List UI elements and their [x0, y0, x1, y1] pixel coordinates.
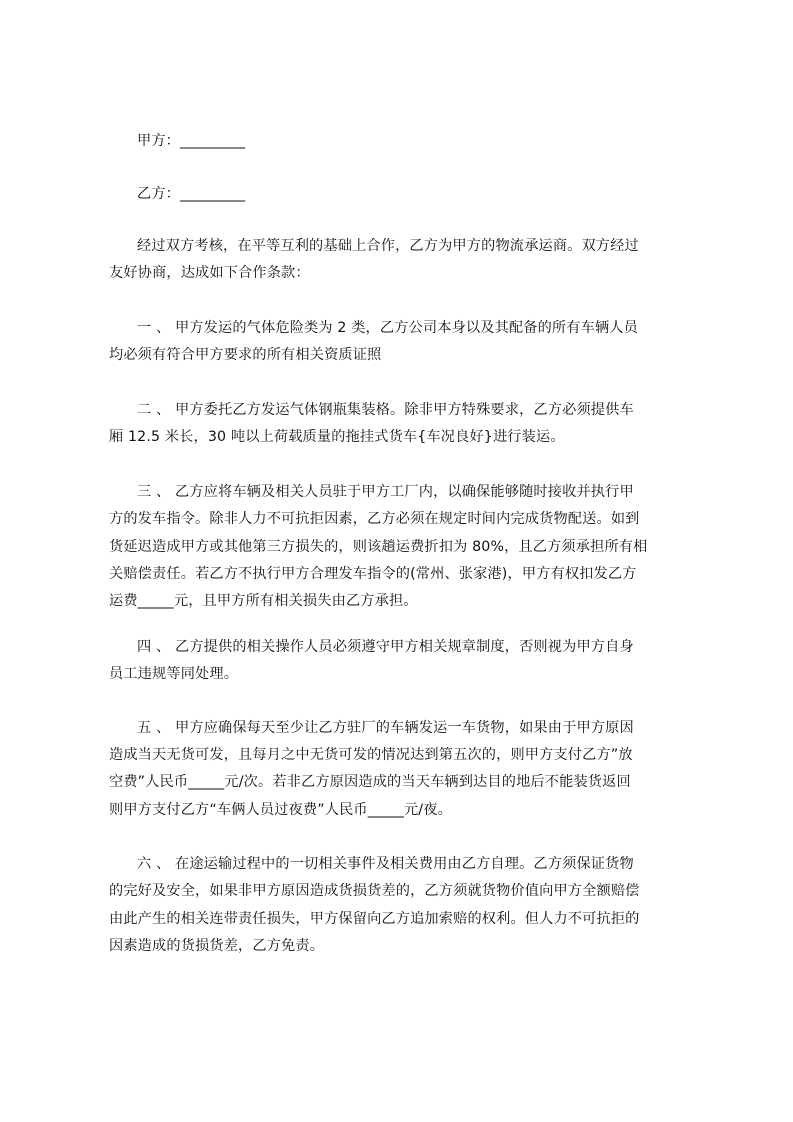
party-b-line: 乙方：_________: [137, 186, 246, 202]
clause-line: 则甲方支付乙方“车俩人员过夜费”人民币_____元/夜。: [109, 802, 452, 818]
clause-line: 二 、 甲方委托乙方发运气体钢瓶集装格。除非甲方特殊要求，乙方必须提供车: [137, 402, 634, 418]
clause-line: 员工违规等同处理。: [109, 666, 239, 682]
clause-line: 造成当天无货可发，且每月之中无货可发的情况达到第五次的，则甲方支付乙方”放: [109, 747, 633, 763]
clause-line: 一 、 甲方发运的气体危险类为 2 类，乙方公司本身以及其配备的所有车辆人员: [137, 320, 638, 336]
clause-line: 的完好及安全，如果非甲方原因造成货损货差的，乙方须就货物价值向甲方全额赔偿: [109, 883, 640, 899]
clause-line: 因素造成的货损货差，乙方免责。: [109, 938, 325, 954]
clause-line: 六 、 在途运输过程中的一切相关事件及相关费用由乙方自理。乙方须保证货物: [137, 856, 634, 872]
clause-line: 四 、 乙方提供的相关操作人员必须遵守甲方相关规章制度，否则视为甲方自身: [137, 639, 634, 655]
intro-line: 友好协商，达成如下合作条款：: [109, 265, 310, 281]
clause-line: 货延迟造成甲方或其他第三方损失的，则该趟运费折扣为 80%，且乙方须承担所有相: [109, 539, 648, 555]
clause-line: 关赔偿责任。若乙方不执行甲方合理发车指令的(常州、张家港)，甲方有权扣发乙方: [109, 566, 637, 582]
clause-line: 五 、 甲方应确保每天至少让乙方驻厂的车辆发运一车货物，如果由于甲方原因: [137, 720, 634, 736]
clause-line: 运费_____元，且甲方所有相关损失由乙方承担。: [109, 593, 418, 609]
clause-line: 均必须有符合甲方要求的所有相关资质证照: [109, 347, 382, 363]
clause-line: 由此产生的相关连带责任损失，甲方保留向乙方追加索赔的权利。但人力不可抗拒的: [109, 911, 640, 927]
clause-line: 方的发车指令。除非人力不可抗拒因素，乙方必须在规定时间内完成货物配送。如到: [109, 511, 640, 527]
party-a-line: 甲方：_________: [137, 133, 246, 149]
clause-line: 三 、 乙方应将车辆及相关人员驻于甲方工厂内，以确保能够随时接收并执行甲: [137, 484, 634, 500]
intro-line: 经过双方考核，在平等互利的基础上合作，乙方为甲方的物流承运商。双方经过: [137, 238, 639, 254]
clause-line: 空费”人民币_____元/次。若非乙方原因造成的当天车辆到达目的地后不能装货返回: [109, 774, 631, 790]
clause-line: 厢 12.5 米长，30 吨以上荷载质量的拖挂式货车{车况良好}进行装运。: [109, 429, 565, 445]
